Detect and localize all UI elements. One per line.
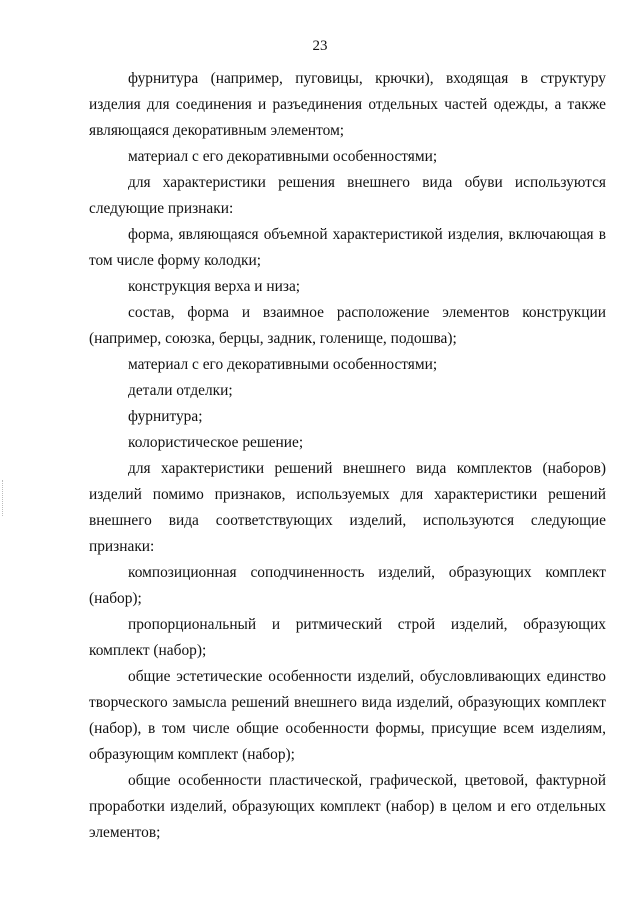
paragraph-material-clothing: материал с его декоративными особенностями; — [128, 148, 438, 165]
page-number: 23 — [312, 38, 328, 54]
paragraph-sets-plastic: общие особенности пластической, графической, цветовой, фактурной проработки изделий, образующих комплект (набор) в целом и его отдельных элементов; — [89, 772, 606, 841]
paragraph-sets-intro: для характеристики решений внешнего вида комплектов (наборов) изделий помимо признаков, используемых для характеристики решений внешнего вида соответствующих изделий, используются следующие признаки: — [89, 460, 606, 555]
scan-edge-mark — [2, 480, 5, 516]
paragraph-furnitura-clothing: фурнитура (например, пуговицы, крючки), входящая в структуру изделия для соединения и разъединения отдельных частей одежды, а также являющаяся декоративным элементом; — [89, 70, 606, 139]
paragraph-footwear-details: детали отделки; — [128, 382, 233, 399]
document-body — [89, 66, 606, 846]
paragraph-footwear-composition: состав, форма и взаимное расположение элементов конструкции (например, союзка, берцы, задник, голенище, подошва); — [89, 304, 606, 347]
paragraph-footwear-intro: для характеристики решения внешнего вида обуви используются следующие признаки: — [89, 174, 606, 217]
paragraph-sets-aesthetic: общие эстетические особенности изделий, обусловливающих единство творческого замысла решений внешнего вида изделий, образующих комплект (набор), в том числе общие особенности формы, присущие всем изделиям, образующим комплект (набор); — [89, 668, 606, 763]
paragraph-footwear-color: колористическое решение; — [128, 434, 304, 451]
paragraph-footwear-material: материал с его декоративными особенностями; — [128, 356, 438, 373]
paragraph-footwear-form: форма, являющаяся объемной характеристикой изделия, включающая в том числе форму колодки; — [89, 226, 606, 269]
paragraph-footwear-furnitura: фурнитура; — [128, 408, 203, 425]
paragraph-sets-proportion: пропорциональный и ритмический строй изделий, образующих комплект (набор); — [89, 616, 606, 659]
paragraph-sets-composition: композиционная соподчиненность изделий, образующих комплект (набор); — [89, 564, 606, 607]
paragraph-footwear-construction: конструкция верха и низа; — [128, 278, 301, 295]
